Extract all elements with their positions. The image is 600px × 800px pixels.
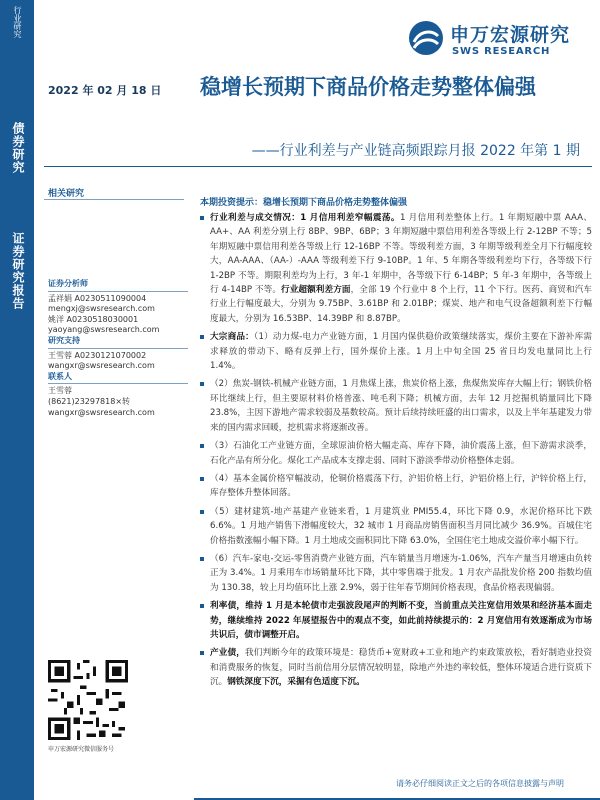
highlight-item — [200, 599, 592, 642]
item-lead: 产业债， — [210, 648, 245, 659]
item-text: 我们判断今年的政策环境是：稳货币+宽财政+工业和地产约束政策放松，看好制造业投资和消费服务的恢复，同时当前信用分层情况较明显，除地产外违约率较低，整体环境适合进行资质下沉。 — [210, 648, 592, 688]
highlights-title-prefix: 本期投资提示： — [200, 198, 264, 208]
analyst-line: mengxj@swsresearch.com — [48, 304, 155, 314]
item-lead-2: 钢铁深度下沉，采掘有色适度下沉。 — [227, 677, 365, 688]
bullet-square-icon — [200, 510, 204, 514]
assistant-rule — [48, 348, 188, 349]
qr-code[interactable] — [48, 660, 128, 740]
bullet-square-icon — [200, 651, 204, 655]
item-lead-2: 行业超额利差方面 — [281, 285, 351, 296]
analyst-heading: 证券分析师 — [48, 279, 88, 288]
bullet-square-icon — [200, 335, 204, 339]
analyst-block — [48, 279, 198, 418]
left-brand-bar — [0, 0, 34, 800]
analyst-line: 孟祥娟 A0230511090004 — [48, 293, 147, 303]
highlights-content — [200, 211, 592, 694]
assistant-line: wangxr@swsresearch.com — [48, 361, 155, 371]
bullet-square-icon — [200, 557, 204, 561]
highlights-title — [200, 195, 407, 208]
item-text-2: ，全部 19 个行业中 8 个上行，11 个下行。医药、商贸和汽车行业上行幅度最大，分别为 9.75BP、3.61BP 和 2.01BP；煤炭、地产和电气设备超额利差下行幅度最大，分别为 16.53BP、14.39BP 和 8.87BP。 — [210, 285, 592, 324]
highlight-item — [200, 211, 592, 326]
highlight-item — [200, 505, 592, 548]
report-date: 2022 年 02 月 18 日 — [48, 84, 162, 97]
highlight-item — [200, 330, 592, 373]
related-divider — [44, 199, 184, 200]
qr-caption: 申万宏源研究微信服务号 — [48, 746, 115, 753]
header-divider — [44, 166, 592, 167]
sidebar-tag-industry: 行业研究 — [13, 6, 22, 38]
contact-line: wangxr@swsresearch.com — [48, 407, 155, 417]
assistant-heading: 研究支持 — [48, 335, 80, 345]
highlight-item — [200, 552, 592, 595]
related-research-label: 相关研究 — [48, 189, 85, 199]
logo-en: SWS RESEARCH — [452, 46, 551, 57]
highlight-item — [200, 377, 592, 435]
bullet-square-icon — [200, 382, 204, 386]
bullet-square-icon — [200, 477, 204, 481]
highlight-item — [200, 439, 592, 468]
report-subtitle: ——行业利差与产业链高频跟踪月报 2022 年第 1 期 — [251, 143, 580, 159]
contact-rule — [48, 383, 188, 384]
item-lead: 利率债，维持 1 月是本轮债市走强波段尾声的判断不变，当前重点关注宽信用效果和经济基本面走势，继续维持 2022 年展望报告中的观点不变，如此前持续提示的：2 月宽信用有效逐渐成为市场共识后，债市调整开启。 — [210, 601, 592, 640]
analyst-rule — [48, 291, 188, 292]
item-text: （2）焦炭-钢铁-机械产业链方面，1 月焦煤上涨，焦炭价格上涨，焦煤焦炭库存大幅上行；钢铁价格环比继续上行，但主要原材料价格普涨、吨毛利下降；机械方面，去年 12 月挖掘机销量同比下降 23.8%，主因下游地产需求较弱及基数较高。预计后续持续旺盛的出口需求，以及上半年基建发力带来的国内需求回暖，挖机需求将逐渐改善。 — [210, 379, 592, 433]
item-text: （3）石油化工产业链方面，全球原油价格大幅走高、库存下降，油价震荡上涨，但下游需求淡季，石化产品有所分化。煤化工产品成本支撑走弱、同时下游淡季带动价格整体走弱。 — [210, 441, 592, 466]
footer-disclaimer: 请务必仔细阅读正文之后的各项信息披露与声明 — [396, 779, 564, 788]
report-title: 稳增长预期下商品价格走势整体偏强 — [200, 75, 536, 99]
item-text: （5）建材建筑-地产基建产业链来看，1 月建筑业 PMI55.4，环比下降 0.9，水泥价格环比下跌 6.6%。1 月地产销售下滑幅度较大，32 城市 1 月商品房销售面积当月同比减少 36.9%。百城住宅价格指数涨幅小幅下降。1 月土地成交面积同比下降 63.0%，全国住宅土地成交溢价率小幅下行。 — [210, 506, 592, 546]
contact-line: (8621)23297818×转 — [48, 396, 131, 406]
contact-heading: 联系人 — [48, 371, 72, 381]
bullet-square-icon — [200, 216, 204, 220]
item-lead: 大宗商品： — [210, 332, 254, 343]
item-text: （1）动力煤-电力产业链方面，1 月国内保供稳价政策继续落实，煤价主要在下游补库需求释放的带动下、略有反弹上行，国外煤价上涨。1 月上中旬全国 25 省日均发电量同比上行 1.4%。 — [210, 332, 592, 372]
bullet-square-icon — [200, 604, 204, 608]
highlights-title-text: 稳增长预期下商品价格走势整体偏强 — [263, 198, 408, 208]
sws-logo-icon — [408, 20, 444, 56]
contact-line: 王雪蓉 — [48, 386, 72, 396]
assistant-line: 王雪蓉 A0230121070002 — [48, 350, 147, 360]
analyst-line: 姚洋 A0230518030001 — [48, 314, 139, 324]
logo-cn: 申万宏源研究 — [450, 24, 571, 46]
highlight-item — [200, 646, 592, 689]
highlight-item — [200, 472, 592, 501]
analyst-line: yaoyang@swsresearch.com — [48, 325, 160, 335]
bullet-square-icon — [200, 444, 204, 448]
sws-logo — [404, 12, 600, 66]
item-text: （4）基本金属价格窄幅波动，伦铜价格震荡下行，沪铝价格上行，沪铝价格上行，沪锌价格上行，库存整体升整体回落。 — [210, 473, 592, 499]
sidebar-tag-bond: 债券研究 — [11, 122, 25, 174]
item-lead: 行业利差与成交情况：1 月信用利差窄幅震荡。 — [210, 213, 400, 223]
sidebar-tag-report: 证券研究报告 — [11, 232, 25, 310]
item-text: （6）汽车-家电-交运-零售消费产业链方面，汽车销量当月增速为-1.06%，汽车产量当月增速由负转正为 3.4%。1 月乘用车市场销量环比下降，其中零售端于批发。1 月农产品批发价格 200 指数均值为 130.38，较上月均值环比上涨 2.9%，弱于往年春节期间价格表现，食品价格表现偏弱。 — [210, 553, 592, 593]
item-text: 1 月信用利差整体上行。1 年期短融中票 AAA、AA+、AA 利差分别上行 8BP、9BP、6BP；3 年期短融中票信用利差各等级上行 2-12BP 不等；5 年期短融中票信用利差各等级上行 12-16BP 不等。等级利差方面，3 年期等级利差全月下行幅度较大，AA-AAA、（AA-）-AAA 等级利差下行 9-10BP。1 年、5 年期各等级利差均下行，各等级下行 1-2BP 不等。期限利差均为上行，3 年-1 年期中，各等级下行 6-14BP；5 年-3 年期中，各等级上行 4-14BP 不等。 — [210, 213, 592, 296]
